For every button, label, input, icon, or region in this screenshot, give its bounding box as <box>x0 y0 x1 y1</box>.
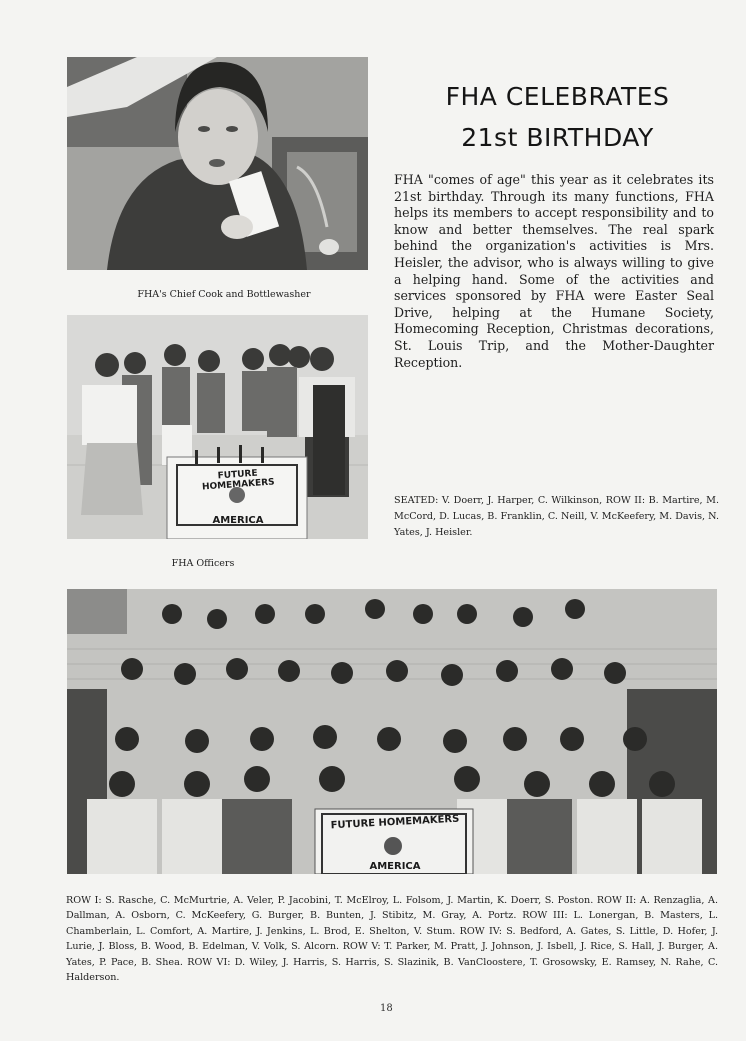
advisor-photo-art <box>67 57 368 270</box>
group-names: ROW I: S. Rasche, C. McMurtrie, A. Veler, P. Jacobini, T. McElroy, L. Folsom, J. Martin, K. Doerr, S. Poston. ROW II: A. Renzaglia, A. Dallman, A. Osborn, C. McKeefery, G. Burger, B. Bunten, J. Stibitz, M. Gray, A. Portz. ROW III: L. Lonergan, B. Masters, L. Chamberlain, L. Comfort, A. Martire, J. Jenkins, L. Brod, E. Shelton, V. Stum. ROW IV: S. Bedford, A. Gates, S. Little, D. Hofer, J. Lurie, J. Bloss, B. Wood, B. Edelman, V. Volk, S. Alcorn. ROW V: T. Parker, M. Pratt, J. Johnson, J. Isbell, J. Rice, S. Hall, J. Burger, A. Yates, P. Pace, B. Shea. ROW VI: D. Wiley, J. Harris, S. Harris, S. Slazinik, B. VanCloostere, T. Grosowsky, E. Ramsey, N. Rahe, C. Halderson. <box>66 895 718 984</box>
advisor-photo <box>67 57 368 270</box>
group-photo-art <box>67 589 717 874</box>
advisor-caption: FHA's Chief Cook and Bottlewasher <box>137 289 311 300</box>
officers-photo-art <box>67 315 368 539</box>
officers-banner-line1: FUTURE HOMEMAKERS <box>201 468 275 493</box>
officers-banner-line2: AMERICA <box>212 515 264 526</box>
page-number: 18 <box>380 1003 393 1014</box>
article-title-line1: FHA CELEBRATES <box>445 82 670 111</box>
officers-photo <box>67 315 368 539</box>
group-banner-line2: AMERICA <box>369 861 421 872</box>
officers-names: SEATED: V. Doerr, J. Harper, C. Wilkinson, ROW II: B. Martire, M. McCord, D. Lucas, B. Franklin, C. Neill, V. McKeefery, M. Davis, N. Yates, J. Heisler. <box>394 495 719 538</box>
article-title-line2: 21st BIRTHDAY <box>461 123 654 152</box>
article-body: FHA "comes of age" this year as it celebrates its 21st birthday. Through its many functions, FHA helps its members to accept responsibility and to know and better themselves. The real spark behind the organization's activities is Mrs. Heisler, the advisor, who is always willing to give a helping hand. Some of the activities and services sponsored by FHA were Easter Seal Drive, helping at the Humane Society, Homecoming Reception, Christmas decorations, St. Louis Trip, and the Mother-Daughter Reception. <box>394 172 714 370</box>
officers-caption: FHA Officers <box>171 558 235 569</box>
group-photo <box>67 589 717 874</box>
group-banner-line1: FUTURE HOMEMAKERS <box>330 813 460 832</box>
